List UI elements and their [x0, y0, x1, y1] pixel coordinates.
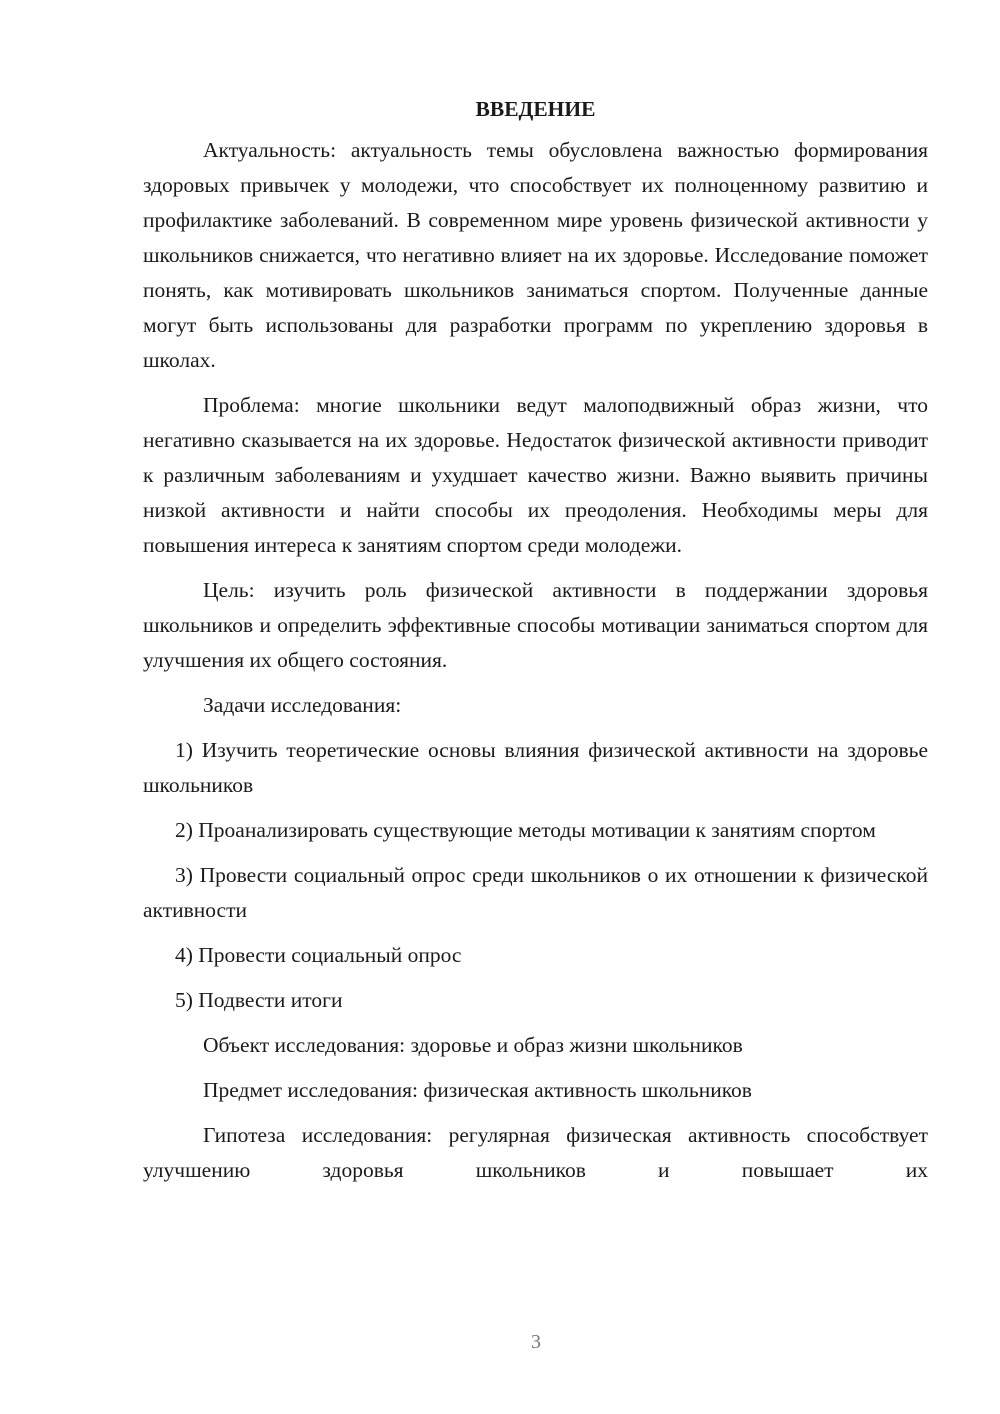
paragraph-subject: Предмет исследования: физическая активность школьников [203, 1078, 752, 1102]
paragraph-hypothesis: Гипотеза исследования: регулярная физическая активность способствует улучшению здоровья школьников и повышает их [143, 1123, 928, 1182]
paragraph-problem: Проблема: многие школьники ведут малоподвижный образ жизни, что негативно сказывается на их здоровье. Недостаток физической активности приводит к различным заболеваниям и ухудшает качество жизни. Важно выявить причины низкой активности и найти способы их преодоления. Необходимы меры для повышения интереса к занятиям спортом среди молодежи. [143, 393, 928, 557]
task-item-1: 1) Изучить теоретические основы влияния физической активности на здоровье школьников [143, 738, 928, 797]
task-item-3: 3) Провести социальный опрос среди школьников о их отношении к физической активности [143, 863, 928, 922]
tasks-heading: Задачи исследования: [203, 693, 402, 717]
paragraph-goal: Цель: изучить роль физической активности в поддержании здоровья школьников и определить эффективные способы мотивации заниматься спортом для улучшения их общего состояния. [143, 578, 928, 672]
section-title: ВВЕДЕНИЕ [475, 97, 596, 121]
task-item-4: 4) Провести социальный опрос [175, 943, 462, 967]
task-item-5: 5) Подвести итоги [175, 988, 343, 1012]
paragraph-relevance: Актуальность: актуальность темы обусловлена важностью формирования здоровых привычек у молодежи, что способствует их полноценному развитию и профилактике заболеваний. В современном мире уровень физической активности у школьников снижается, что негативно влияет на их здоровье. Исследование поможет понять, как мотивировать школьников заниматься спортом. Полученные данные могут быть использованы для разработки программ по укреплению здоровья в школах. [143, 138, 928, 372]
page-content [143, 92, 928, 1198]
page-number: 3 [531, 1331, 541, 1353]
paragraph-object: Объект исследования: здоровье и образ жизни школьников [203, 1033, 743, 1057]
task-item-2: 2) Проанализировать существующие методы мотивации к занятиям спортом [175, 818, 876, 842]
